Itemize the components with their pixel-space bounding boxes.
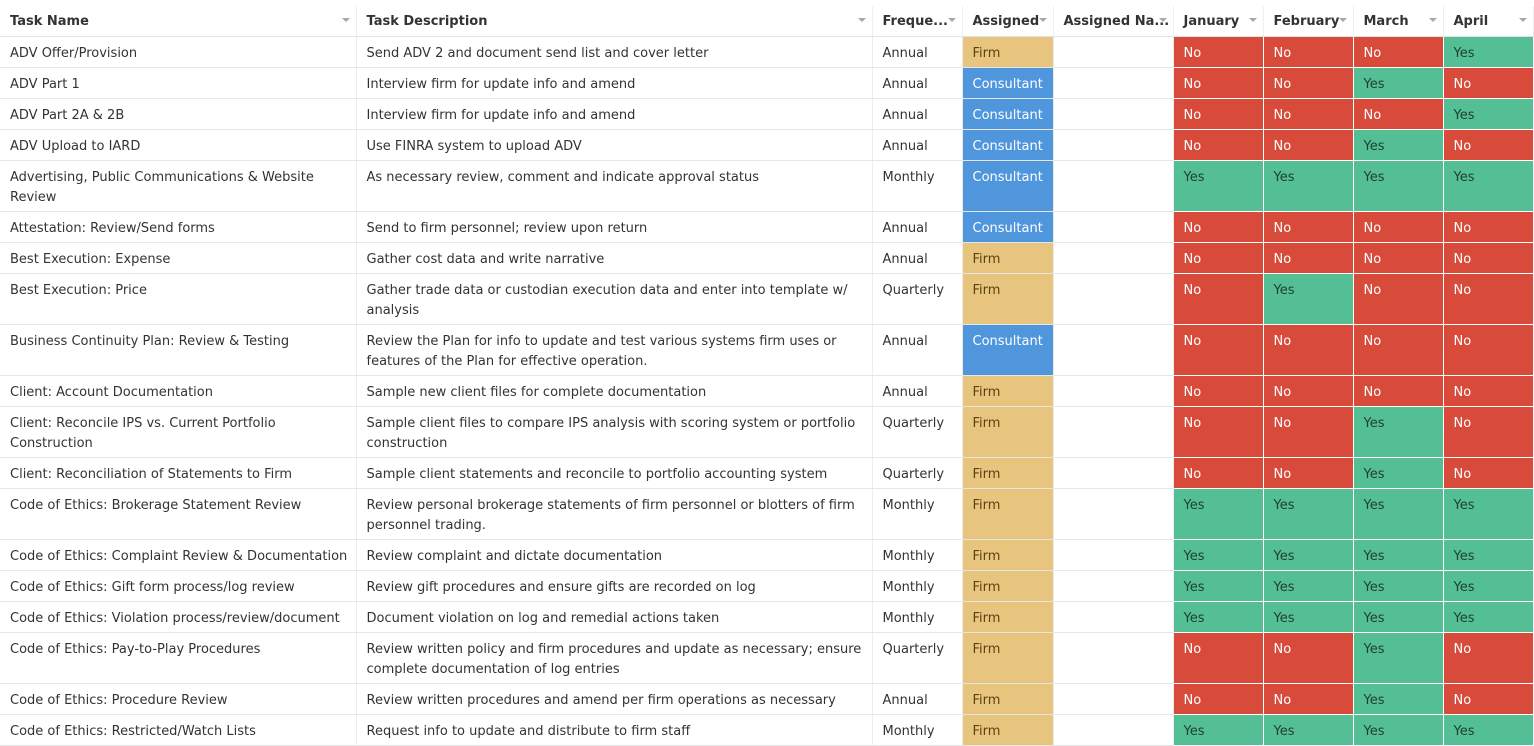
- cell-frequency[interactable]: Annual: [872, 212, 962, 243]
- cell-assigned-name[interactable]: [1053, 602, 1173, 633]
- cell-frequency[interactable]: Quarterly: [872, 274, 962, 325]
- cell-assigned[interactable]: Firm: [962, 540, 1053, 571]
- column-label: March: [1363, 13, 1409, 29]
- cell-task-description[interactable]: Send to firm personnel; review upon return: [356, 212, 872, 243]
- cell-march[interactable]: No: [1353, 274, 1443, 325]
- cell-assigned-name[interactable]: [1053, 274, 1173, 325]
- cell-february[interactable]: No: [1263, 407, 1353, 458]
- cell-task-name[interactable]: Code of Ethics: Complaint Review & Documentation: [0, 540, 356, 571]
- cell-task-description[interactable]: Request info to update and distribute to firm staff: [356, 715, 872, 746]
- cell-january[interactable]: No: [1173, 68, 1263, 99]
- cell-task-name[interactable]: Client: Account Documentation: [0, 376, 356, 407]
- cell-task-name[interactable]: Advertising, Public Communications & Website Review: [0, 161, 356, 212]
- cell-april[interactable]: Yes: [1443, 161, 1533, 212]
- cell-january[interactable]: No: [1173, 325, 1263, 376]
- cell-task-description[interactable]: Review gift procedures and ensure gifts are recorded on log: [356, 571, 872, 602]
- cell-april[interactable]: No: [1443, 376, 1533, 407]
- cell-assigned-name[interactable]: [1053, 540, 1173, 571]
- cell-january[interactable]: Yes: [1173, 489, 1263, 540]
- cell-february[interactable]: No: [1263, 633, 1353, 684]
- column-header-frequency[interactable]: [872, 3, 962, 37]
- cell-task-description[interactable]: Sample client statements and reconcile to portfolio accounting system: [356, 458, 872, 489]
- cell-april[interactable]: No: [1443, 274, 1533, 325]
- cell-task-description[interactable]: Review written policy and firm procedures and update as necessary; ensure complete documentation of log entries: [356, 633, 872, 684]
- table-row[interactable]: [0, 633, 1533, 684]
- chevron-down-icon[interactable]: [1519, 18, 1527, 22]
- cell-assigned[interactable]: Consultant: [962, 68, 1053, 99]
- cell-january[interactable]: No: [1173, 130, 1263, 161]
- cell-february[interactable]: No: [1263, 325, 1353, 376]
- cell-assigned[interactable]: Firm: [962, 684, 1053, 715]
- cell-assigned[interactable]: Consultant: [962, 161, 1053, 212]
- cell-april[interactable]: No: [1443, 212, 1533, 243]
- cell-task-name[interactable]: Code of Ethics: Violation process/review/document: [0, 602, 356, 633]
- cell-task-name[interactable]: ADV Part 1: [0, 68, 356, 99]
- column-header-assigned-name[interactable]: [1053, 3, 1173, 37]
- chevron-down-icon[interactable]: [1249, 18, 1257, 22]
- cell-march[interactable]: No: [1353, 325, 1443, 376]
- cell-task-name[interactable]: ADV Upload to IARD: [0, 130, 356, 161]
- column-header-task-name[interactable]: [0, 3, 356, 37]
- cell-task-description[interactable]: Use FINRA system to upload ADV: [356, 130, 872, 161]
- cell-february[interactable]: No: [1263, 212, 1353, 243]
- cell-assigned[interactable]: Consultant: [962, 325, 1053, 376]
- column-label: Freque...: [882, 13, 948, 29]
- cell-april[interactable]: No: [1443, 130, 1533, 161]
- cell-april[interactable]: Yes: [1443, 540, 1533, 571]
- cell-february[interactable]: Yes: [1263, 602, 1353, 633]
- cell-february[interactable]: Yes: [1263, 540, 1353, 571]
- cell-task-name[interactable]: ADV Offer/Provision: [0, 37, 356, 68]
- cell-frequency[interactable]: Quarterly: [872, 458, 962, 489]
- cell-january[interactable]: No: [1173, 633, 1263, 684]
- cell-march[interactable]: No: [1353, 212, 1443, 243]
- cell-april[interactable]: No: [1443, 684, 1533, 715]
- table-row[interactable]: [0, 243, 1533, 274]
- cell-march[interactable]: No: [1353, 376, 1443, 407]
- cell-assigned[interactable]: Consultant: [962, 212, 1053, 243]
- cell-february[interactable]: Yes: [1263, 161, 1353, 212]
- table-row[interactable]: [0, 540, 1533, 571]
- cell-february[interactable]: Yes: [1263, 715, 1353, 746]
- cell-frequency[interactable]: Monthly: [872, 602, 962, 633]
- column-label: Assigned: [972, 13, 1040, 29]
- cell-task-name[interactable]: Code of Ethics: Pay-to-Play Procedures: [0, 633, 356, 684]
- column-label: April: [1453, 13, 1489, 29]
- cell-frequency[interactable]: Monthly: [872, 715, 962, 746]
- cell-frequency[interactable]: Annual: [872, 684, 962, 715]
- cell-april[interactable]: Yes: [1443, 715, 1533, 746]
- cell-march[interactable]: Yes: [1353, 602, 1443, 633]
- cell-assigned-name[interactable]: [1053, 161, 1173, 212]
- cell-april[interactable]: No: [1443, 243, 1533, 274]
- cell-assigned[interactable]: Firm: [962, 407, 1053, 458]
- column-label: January: [1183, 13, 1240, 29]
- cell-february[interactable]: Yes: [1263, 489, 1353, 540]
- cell-january[interactable]: Yes: [1173, 715, 1263, 746]
- cell-task-name[interactable]: Code of Ethics: Brokerage Statement Review: [0, 489, 356, 540]
- cell-february[interactable]: No: [1263, 243, 1353, 274]
- cell-task-name[interactable]: Business Continuity Plan: Review & Testing: [0, 325, 356, 376]
- cell-march[interactable]: No: [1353, 37, 1443, 68]
- cell-task-description[interactable]: Review the Plan for info to update and test various systems firm uses or features of the Plan for effective operation.: [356, 325, 872, 376]
- cell-assigned[interactable]: Firm: [962, 274, 1053, 325]
- cell-january[interactable]: No: [1173, 37, 1263, 68]
- cell-task-description[interactable]: Sample client files to compare IPS analysis with scoring system or portfolio construction: [356, 407, 872, 458]
- table-row[interactable]: [0, 602, 1533, 633]
- cell-march[interactable]: Yes: [1353, 489, 1443, 540]
- cell-april[interactable]: No: [1443, 458, 1533, 489]
- cell-task-description[interactable]: Send ADV 2 and document send list and cover letter: [356, 37, 872, 68]
- column-header-assigned[interactable]: [962, 3, 1053, 37]
- cell-march[interactable]: Yes: [1353, 130, 1443, 161]
- column-header-january[interactable]: [1173, 3, 1263, 37]
- cell-frequency[interactable]: Monthly: [872, 161, 962, 212]
- cell-march[interactable]: Yes: [1353, 715, 1443, 746]
- cell-task-description[interactable]: Interview firm for update info and amend: [356, 68, 872, 99]
- cell-assigned[interactable]: Firm: [962, 243, 1053, 274]
- cell-task-name[interactable]: Attestation: Review/Send forms: [0, 212, 356, 243]
- cell-task-description[interactable]: Sample new client files for complete documentation: [356, 376, 872, 407]
- cell-frequency[interactable]: Annual: [872, 325, 962, 376]
- cell-task-name[interactable]: Code of Ethics: Gift form process/log review: [0, 571, 356, 602]
- cell-january[interactable]: No: [1173, 274, 1263, 325]
- cell-february[interactable]: No: [1263, 37, 1353, 68]
- cell-march[interactable]: Yes: [1353, 633, 1443, 684]
- cell-task-name[interactable]: Client: Reconciliation of Statements to Firm: [0, 458, 356, 489]
- cell-march[interactable]: Yes: [1353, 458, 1443, 489]
- column-header-march[interactable]: [1353, 3, 1443, 37]
- cell-january[interactable]: No: [1173, 458, 1263, 489]
- cell-assigned[interactable]: Firm: [962, 376, 1053, 407]
- cell-task-description[interactable]: Document violation on log and remedial actions taken: [356, 602, 872, 633]
- cell-april[interactable]: Yes: [1443, 489, 1533, 540]
- table-row[interactable]: [0, 161, 1533, 212]
- column-label: February: [1273, 13, 1340, 29]
- cell-january[interactable]: Yes: [1173, 602, 1263, 633]
- cell-assigned-name[interactable]: [1053, 407, 1173, 458]
- cell-assigned-name[interactable]: [1053, 99, 1173, 130]
- cell-january[interactable]: No: [1173, 243, 1263, 274]
- cell-assigned[interactable]: Firm: [962, 715, 1053, 746]
- cell-frequency[interactable]: Annual: [872, 130, 962, 161]
- column-label: Task Description: [366, 13, 488, 29]
- cell-january[interactable]: Yes: [1173, 571, 1263, 602]
- header-row: [0, 3, 1533, 37]
- cell-assigned[interactable]: Firm: [962, 602, 1053, 633]
- cell-task-description[interactable]: Review complaint and dictate documentation: [356, 540, 872, 571]
- chevron-down-icon[interactable]: [1039, 18, 1047, 22]
- cell-assigned-name[interactable]: [1053, 325, 1173, 376]
- cell-february[interactable]: Yes: [1263, 274, 1353, 325]
- table-row[interactable]: [0, 571, 1533, 602]
- chevron-down-icon[interactable]: [1429, 18, 1437, 22]
- cell-task-name[interactable]: ADV Part 2A & 2B: [0, 99, 356, 130]
- cell-assigned[interactable]: Consultant: [962, 130, 1053, 161]
- cell-february[interactable]: No: [1263, 458, 1353, 489]
- cell-task-description[interactable]: Gather cost data and write narrative: [356, 243, 872, 274]
- cell-assigned-name[interactable]: [1053, 37, 1173, 68]
- cell-february[interactable]: No: [1263, 684, 1353, 715]
- cell-march[interactable]: Yes: [1353, 68, 1443, 99]
- cell-assigned[interactable]: Firm: [962, 571, 1053, 602]
- cell-march[interactable]: Yes: [1353, 684, 1443, 715]
- cell-march[interactable]: Yes: [1353, 161, 1443, 212]
- cell-february[interactable]: No: [1263, 376, 1353, 407]
- column-label: Assigned Na...: [1063, 13, 1170, 29]
- cell-january[interactable]: No: [1173, 376, 1263, 407]
- cell-frequency[interactable]: Annual: [872, 376, 962, 407]
- cell-january[interactable]: No: [1173, 684, 1263, 715]
- cell-assigned-name[interactable]: [1053, 212, 1173, 243]
- cell-task-name[interactable]: Client: Reconcile IPS vs. Current Portfolio Construction: [0, 407, 356, 458]
- cell-assigned-name[interactable]: [1053, 715, 1173, 746]
- cell-march[interactable]: No: [1353, 99, 1443, 130]
- table-row[interactable]: [0, 489, 1533, 540]
- cell-frequency[interactable]: Annual: [872, 243, 962, 274]
- cell-april[interactable]: Yes: [1443, 37, 1533, 68]
- cell-assigned-name[interactable]: [1053, 571, 1173, 602]
- table-row[interactable]: [0, 212, 1533, 243]
- cell-march[interactable]: Yes: [1353, 407, 1443, 458]
- cell-task-name[interactable]: Best Execution: Price: [0, 274, 356, 325]
- table-row[interactable]: [0, 99, 1533, 130]
- column-header-april[interactable]: [1443, 3, 1533, 37]
- cell-march[interactable]: Yes: [1353, 571, 1443, 602]
- cell-march[interactable]: No: [1353, 243, 1443, 274]
- cell-february[interactable]: No: [1263, 68, 1353, 99]
- cell-assigned[interactable]: Firm: [962, 458, 1053, 489]
- cell-frequency[interactable]: Annual: [872, 68, 962, 99]
- table-row[interactable]: [0, 325, 1533, 376]
- table-row[interactable]: [0, 37, 1533, 68]
- cell-assigned-name[interactable]: [1053, 684, 1173, 715]
- cell-frequency[interactable]: Annual: [872, 99, 962, 130]
- table-row[interactable]: [0, 274, 1533, 325]
- cell-assigned-name[interactable]: [1053, 130, 1173, 161]
- cell-april[interactable]: Yes: [1443, 99, 1533, 130]
- cell-april[interactable]: No: [1443, 325, 1533, 376]
- cell-assigned[interactable]: Firm: [962, 37, 1053, 68]
- cell-february[interactable]: Yes: [1263, 571, 1353, 602]
- cell-assigned-name[interactable]: [1053, 458, 1173, 489]
- cell-task-description[interactable]: Interview firm for update info and amend: [356, 99, 872, 130]
- table-row[interactable]: [0, 407, 1533, 458]
- cell-march[interactable]: Yes: [1353, 540, 1443, 571]
- cell-task-description[interactable]: Review written procedures and amend per firm operations as necessary: [356, 684, 872, 715]
- cell-february[interactable]: No: [1263, 99, 1353, 130]
- cell-assigned[interactable]: Consultant: [962, 99, 1053, 130]
- table-row[interactable]: [0, 458, 1533, 489]
- cell-january[interactable]: Yes: [1173, 161, 1263, 212]
- table-row[interactable]: [0, 684, 1533, 715]
- cell-frequency[interactable]: Quarterly: [872, 407, 962, 458]
- table-body: [0, 37, 1533, 746]
- cell-assigned-name[interactable]: [1053, 68, 1173, 99]
- table-row[interactable]: [0, 130, 1533, 161]
- cell-task-name[interactable]: Best Execution: Expense: [0, 243, 356, 274]
- cell-assigned-name[interactable]: [1053, 243, 1173, 274]
- cell-task-name[interactable]: Code of Ethics: Procedure Review: [0, 684, 356, 715]
- cell-frequency[interactable]: Monthly: [872, 489, 962, 540]
- column-label: Task Name: [10, 13, 89, 29]
- chevron-down-icon[interactable]: [948, 18, 956, 22]
- cell-frequency[interactable]: Monthly: [872, 540, 962, 571]
- cell-january[interactable]: No: [1173, 407, 1263, 458]
- column-header-task-description[interactable]: [356, 3, 872, 37]
- chevron-down-icon[interactable]: [342, 18, 350, 22]
- cell-task-description[interactable]: Review personal brokerage statements of firm personnel or blotters of firm personnel trading.: [356, 489, 872, 540]
- table-row[interactable]: [0, 68, 1533, 99]
- chevron-down-icon[interactable]: [1339, 18, 1347, 22]
- cell-assigned-name[interactable]: [1053, 633, 1173, 684]
- cell-frequency[interactable]: Annual: [872, 37, 962, 68]
- cell-assigned-name[interactable]: [1053, 376, 1173, 407]
- cell-assigned-name[interactable]: [1053, 489, 1173, 540]
- cell-april[interactable]: No: [1443, 633, 1533, 684]
- cell-assigned[interactable]: Firm: [962, 633, 1053, 684]
- cell-frequency[interactable]: Quarterly: [872, 633, 962, 684]
- cell-april[interactable]: Yes: [1443, 602, 1533, 633]
- chevron-down-icon[interactable]: [858, 18, 866, 22]
- table-row[interactable]: [0, 376, 1533, 407]
- cell-task-name[interactable]: Code of Ethics: Restricted/Watch Lists: [0, 715, 356, 746]
- cell-frequency[interactable]: Monthly: [872, 571, 962, 602]
- cell-january[interactable]: No: [1173, 212, 1263, 243]
- cell-january[interactable]: Yes: [1173, 540, 1263, 571]
- chevron-down-icon[interactable]: [1159, 18, 1167, 22]
- cell-assigned[interactable]: Firm: [962, 489, 1053, 540]
- table-row[interactable]: [0, 715, 1533, 746]
- cell-task-description[interactable]: Gather trade data or custodian execution data and enter into template w/ analysis: [356, 274, 872, 325]
- cell-april[interactable]: Yes: [1443, 571, 1533, 602]
- cell-february[interactable]: No: [1263, 130, 1353, 161]
- cell-april[interactable]: No: [1443, 407, 1533, 458]
- cell-task-description[interactable]: As necessary review, comment and indicate approval status: [356, 161, 872, 212]
- column-header-february[interactable]: [1263, 3, 1353, 37]
- cell-january[interactable]: No: [1173, 99, 1263, 130]
- cell-april[interactable]: No: [1443, 68, 1533, 99]
